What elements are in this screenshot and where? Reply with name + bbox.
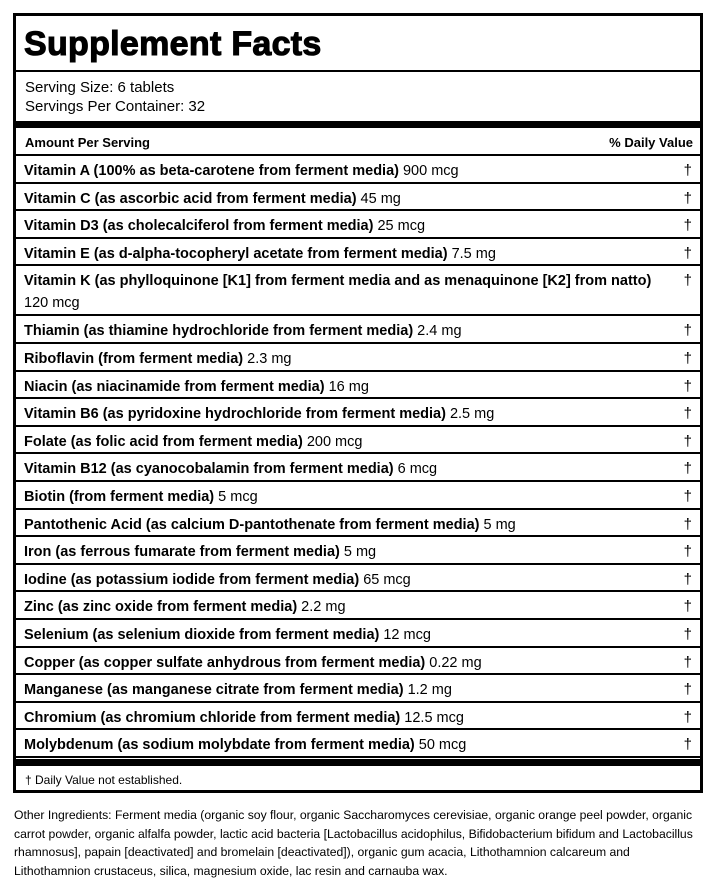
- nutrient-row: [16, 211, 700, 239]
- nutrient-row: [16, 344, 700, 372]
- nutrient-name: Folate (as folic acid from ferment media): [24, 433, 303, 450]
- nutrient-name: Chromium (as chromium chloride from ferment media): [24, 709, 401, 726]
- daily-value-dagger: †: [683, 162, 692, 179]
- nutrient-amount: 7.5 mg: [447, 245, 496, 262]
- nutrient-name: Manganese (as manganese citrate from ferment media): [24, 682, 404, 699]
- nutrient-amount: 12.5 mcg: [400, 709, 464, 726]
- nutrient-amount: 2.3 mg: [243, 350, 292, 367]
- nutrient-amount: 2.5 mg: [445, 406, 495, 423]
- thick-divider-bottom: [16, 759, 700, 766]
- serving-size: Serving Size: 6 tablets: [25, 79, 175, 96]
- daily-value-dagger: †: [683, 405, 692, 423]
- nutrient-name: Vitamin B6 (as pyridoxine hydrochloride from ferment media): [24, 406, 446, 423]
- nutrient-amount: 65 mcg: [359, 571, 411, 588]
- nutrient-amount: 6 mcg: [393, 461, 438, 478]
- nutrient-row: [16, 482, 700, 510]
- column-header: [25, 131, 693, 154]
- daily-value-dagger: †: [683, 653, 692, 671]
- daily-value-dagger: †: [683, 681, 692, 699]
- nutrient-name: Vitamin K (as phylloquinone [K1] from ferment media and as menaquinone [K2] from natto): [24, 273, 652, 290]
- nutrient-amount: 200 mcg: [302, 433, 363, 450]
- nutrient-amount: 5 mcg: [214, 488, 258, 505]
- nutrient-row: [16, 648, 700, 676]
- nutrient-name: Selenium (as selenium dioxide from ferment media): [24, 626, 380, 643]
- nutrient-name: Iron (as ferrous fumarate from ferment media): [24, 544, 340, 561]
- thick-divider-top: [16, 121, 700, 128]
- nutrient-name: Vitamin C (as ascorbic acid from ferment media): [24, 190, 357, 207]
- daily-value-dagger: †: [683, 432, 692, 450]
- nutrient-list: [16, 156, 700, 758]
- nutrient-amount: 120 mcg: [24, 295, 80, 312]
- nutrient-amount: 2.2 mg: [297, 599, 346, 616]
- daily-value-dagger: †: [683, 487, 692, 505]
- daily-value-dagger: †: [683, 460, 692, 478]
- nutrient-row: [16, 427, 700, 455]
- servings-per-container: Servings Per Container: 32: [25, 98, 206, 115]
- nutrient-amount: 5 mg: [339, 544, 377, 561]
- amount-per-serving-header: Amount Per Serving: [25, 135, 150, 150]
- nutrient-name: Vitamin B12 (as cyanocobalamin from ferment media): [24, 461, 394, 478]
- daily-value-dagger: †: [683, 625, 692, 643]
- daily-value-dagger: †: [683, 708, 692, 726]
- nutrient-row: [16, 592, 700, 620]
- nutrient-name: Biotin (from ferment media): [24, 488, 215, 505]
- nutrient-name: Vitamin E (as d-alpha-tocopheryl acetate from ferment media): [24, 245, 448, 262]
- nutrient-row: [16, 184, 700, 212]
- nutrient-row: [16, 730, 700, 758]
- nutrient-row: [16, 239, 700, 267]
- nutrient-row: [16, 156, 700, 184]
- nutrient-name: Vitamin D3 (as cholecalciferol from ferment media): [24, 218, 374, 235]
- daily-value-dagger: †: [683, 598, 692, 616]
- nutrient-row: [16, 266, 700, 316]
- nutrient-name: Zinc (as zinc oxide from ferment media): [24, 599, 298, 616]
- nutrient-name: Vitamin A (100% as beta-carotene from ferment media): [24, 163, 399, 179]
- nutrient-row: [16, 620, 700, 648]
- title-divider: [16, 70, 700, 72]
- nutrient-amount: 50 mcg: [414, 737, 467, 754]
- nutrient-name: Iodine (as potassium iodide from ferment media): [24, 571, 360, 588]
- daily-value-dagger: †: [683, 543, 692, 561]
- daily-value-dagger: †: [683, 736, 692, 754]
- nutrient-row: [16, 454, 700, 482]
- other-ingredients: Other Ingredients: Ferment media (organic soy flour, organic Saccharomyces cerevisiae, organic orange peel powder, organic carrot powder, organic alfalfa powder, lactic acid bacteria [Lactobacillus acidophilus, Bifidobacterium bifidum and Lactobacillus rhamnosus], papain [deactivated] and bromelain [deactivated]), organic gum acacia, Lithothamnion calcareum and Lithothamnion crustaceus, silica, magnesium oxide, lac resin and carnauba wax.: [14, 808, 693, 878]
- daily-value-header: % Daily Value: [609, 135, 693, 150]
- nutrient-amount: 2.4 mg: [413, 323, 462, 340]
- nutrient-row: [16, 316, 700, 344]
- nutrient-name: Riboflavin (from ferment media): [24, 350, 244, 367]
- daily-value-dagger: †: [683, 570, 692, 588]
- nutrient-row: [16, 372, 700, 400]
- daily-value-dagger: †: [683, 349, 692, 367]
- daily-value-dagger: †: [683, 377, 692, 395]
- footnote: † Daily Value not established.: [25, 773, 183, 787]
- nutrient-name: Thiamin (as thiamine hydrochloride from ferment media): [24, 323, 414, 340]
- nutrient-name: Niacin (as niacinamide from ferment media): [24, 378, 325, 395]
- nutrient-row: [16, 703, 700, 731]
- daily-value-dagger: †: [683, 515, 692, 533]
- daily-value-dagger: †: [683, 189, 692, 207]
- nutrient-row: [16, 510, 700, 538]
- daily-value-dagger: †: [683, 217, 692, 235]
- nutrient-row: [16, 565, 700, 593]
- panel-title: Supplement Facts: [24, 25, 322, 63]
- nutrient-amount: 900 mcg: [398, 163, 459, 179]
- daily-value-dagger: †: [683, 244, 692, 262]
- nutrient-name: Copper (as copper sulfate anhydrous from ferment media): [24, 654, 426, 671]
- supplement-facts-panel: [13, 13, 703, 793]
- nutrient-name: Molybdenum (as sodium molybdate from ferment media): [24, 737, 415, 754]
- nutrient-amount: 12 mcg: [379, 626, 431, 643]
- nutrient-row: [16, 537, 700, 565]
- daily-value-dagger: †: [683, 272, 692, 290]
- nutrient-amount: 1.2 mg: [403, 682, 452, 699]
- nutrient-amount: 25 mcg: [373, 218, 426, 235]
- nutrient-amount: 5 mg: [479, 516, 516, 533]
- daily-value-dagger: †: [683, 322, 692, 340]
- nutrient-row: [16, 399, 700, 427]
- nutrient-amount: 0.22 mg: [425, 654, 482, 671]
- nutrient-amount: 16 mg: [324, 378, 369, 395]
- nutrient-row: [16, 675, 700, 703]
- nutrient-amount: 45 mg: [356, 190, 401, 207]
- nutrient-name: Pantothenic Acid (as calcium D-pantothenate from ferment media): [24, 516, 480, 533]
